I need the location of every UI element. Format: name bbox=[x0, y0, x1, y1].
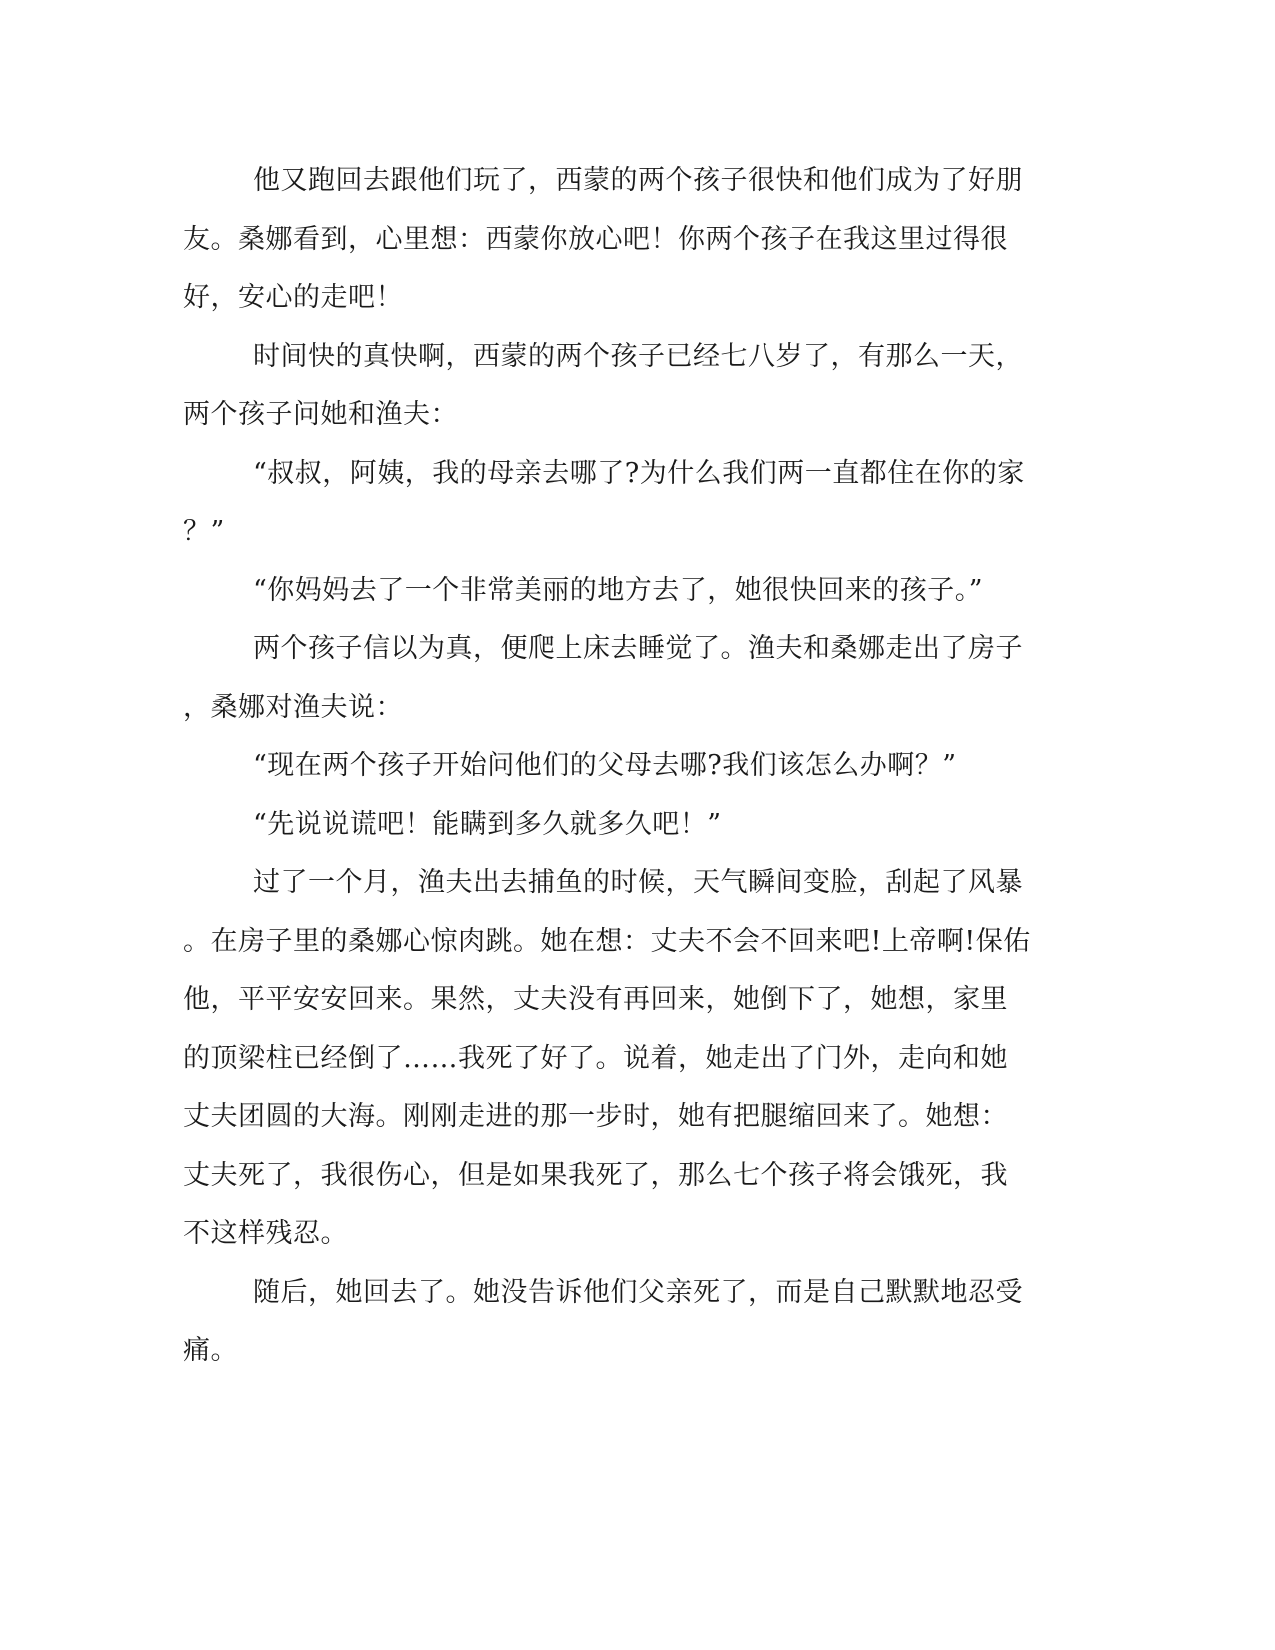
text-line: “叔叔，阿姨，我的母亲去哪了?为什么我们两一直都住在你的家 bbox=[253, 457, 1025, 489]
text-line: 友。桑娜看到，心里想：西蒙你放心吧！你两个孩子在我这里过得很 bbox=[183, 223, 1008, 255]
text-line: 丈夫团圆的大海。刚刚走进的那一步时，她有把腿缩回来了。她想： bbox=[183, 1101, 1008, 1132]
text-line: 过了一个月，渔夫出去捕鱼的时候，天气瞬间变脸，刮起了风暴 bbox=[253, 867, 1023, 898]
text-line: “你妈妈去了一个非常美丽的地方去了，她很快回来的孩子。” bbox=[253, 574, 984, 606]
text-line: 两个孩子信以为真，便爬上床去睡觉了。渔夫和桑娜走出了房子 bbox=[253, 633, 1023, 664]
text-line: ？” bbox=[183, 516, 225, 547]
text-line: 的顶梁柱已经倒了……我死了好了。说着，她走出了门外，走向和她 bbox=[183, 1042, 1008, 1074]
text-line: 随后，她回去了。她没告诉他们父亲死了，而是自己默默地忍受 bbox=[253, 1276, 1023, 1308]
text-line: 好，安心的走吧！ bbox=[183, 282, 403, 313]
body-text bbox=[183, 152, 1033, 1381]
text-line: 他，平平安安回来。果然，丈夫没有再回来，她倒下了，她想，家里 bbox=[183, 984, 1008, 1015]
text-line: 两个孩子问她和渔夫： bbox=[183, 399, 458, 430]
text-line: 痛。 bbox=[183, 1335, 238, 1366]
text-line: “先说说谎吧！能瞒到多久就多久吧！” bbox=[253, 808, 722, 840]
text-line: 时间快的真快啊，西蒙的两个孩子已经七八岁了，有那么一天， bbox=[253, 340, 1023, 372]
text-line: 不这样残忍。 bbox=[183, 1218, 348, 1249]
text-line: ，桑娜对渔夫说： bbox=[183, 691, 403, 723]
text-line: “现在两个孩子开始问他们的父母去哪?我们该怎么办啊？” bbox=[253, 750, 957, 781]
text-line: 丈夫死了，我很伤心，但是如果我死了，那么七个孩子将会饿死，我 bbox=[183, 1159, 1008, 1191]
text-line: 。在房子里的桑娜心惊肉跳。她在想：丈夫不会不回来吧!上帝啊!保佑 bbox=[183, 925, 1031, 957]
text-line: 他又跑回去跟他们玩了，西蒙的两个孩子很快和他们成为了好朋 bbox=[253, 165, 1023, 196]
